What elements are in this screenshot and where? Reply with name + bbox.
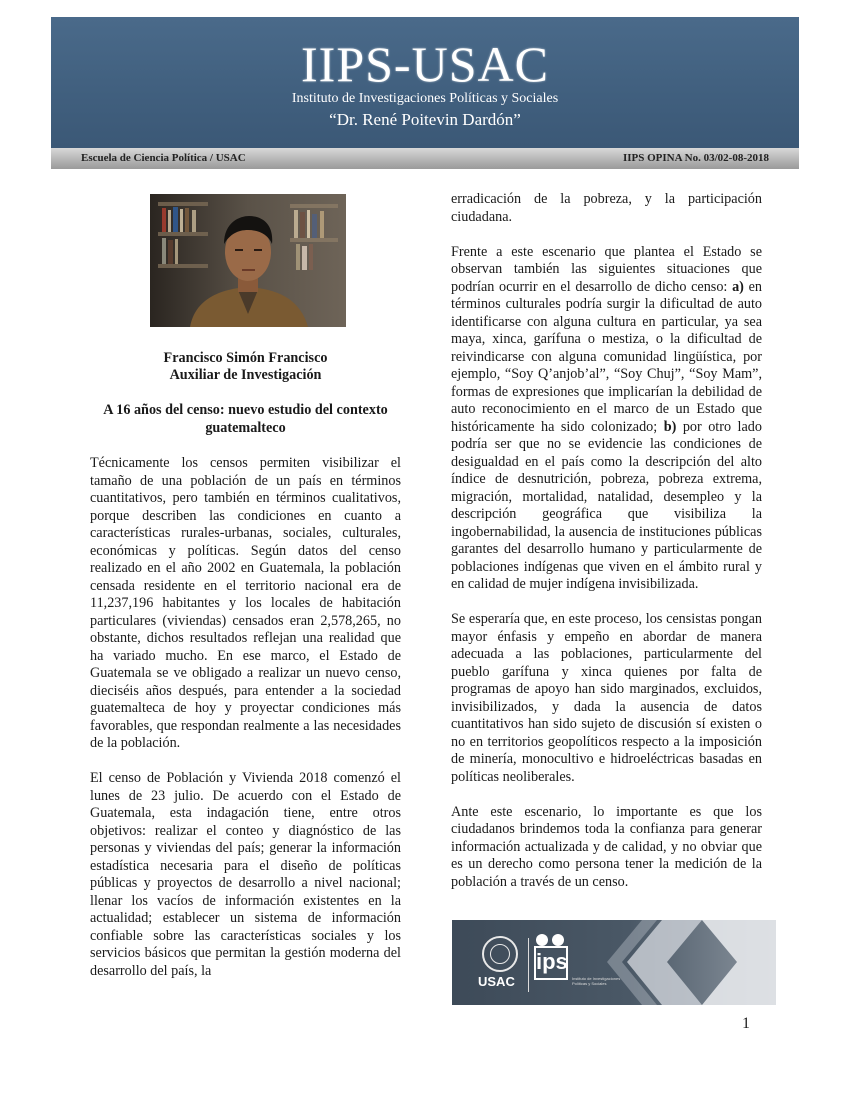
ips-caption: Instituto de Investigaciones Políticas y Sociales (572, 976, 621, 986)
right-column (451, 191, 762, 909)
author-role: Auxiliar de Investigación (169, 367, 322, 383)
header-strip (51, 148, 799, 169)
list-marker-b: b) (663, 418, 677, 435)
body-paragraph: Se esperaría que, en este proceso, los censistas pongan mayor énfasis y empeño en abordar de manera adecuada a las poblaciones, particularmente del pueblo garífuna y xinca quienes por falta de programas de apoyo han sido marginados, excluidos, invisibilizados, y dada la ausencia de datos cuantitativos han sido sujeto de discusión sí existen o no en territorios geopolíticos respecto a la imposición de minería, monocultivo e hidroeléctricas basadas en políticas neoliberales. (451, 611, 762, 785)
institute-title: IIPS-USAC (301, 36, 549, 92)
paragraph-text: en términos culturales podría surgir la dificultad de auto identificarse con alguna cultura en particular, ya sea maya, xinca, garífuna o mestiza, o la dificultad de reivindicarse con alguna comunidad lingüística, por ejemplo, “Soy Q’anjob’al”, “Soy Chuj”, “Soy Mam”, formas de expresiones que implicarían la debilidad de auto reconocimiento en el marco de un Estado que históricamente ha sido colonizado; (451, 278, 762, 435)
body-paragraph: erradicación de la pobreza, y la participación ciudadana. (451, 191, 762, 225)
author-photo (150, 194, 346, 327)
ips-logo-icon (536, 934, 568, 984)
institute-tagline: “Dr. René Poitevin Dardón” (329, 110, 521, 129)
paragraph-text: por otro lado podría ser que no se evidencie las condiciones de desigualdad en el país como la descripción del alto índice de desnutrición, pobreza, pobreza extrema, migración, mortalidad, natalidad, desempleo y la descripción geográfica que visibiliza la ingobernabilidad, la ausencia de instituciones públicas garantes del desarrollo humano y particularmente de poblaciones indígenas que viven en el ámbito rural y en calidad de mujer indígena invisibilizada. (451, 418, 762, 592)
body-paragraph (451, 244, 762, 594)
author-name: Francisco Simón Francisco (163, 350, 328, 366)
left-column (90, 455, 401, 998)
body-paragraph: El censo de Población y Vivienda 2018 comenzó el lunes de 23 julio. De acuerdo con el Estado de Guatemala, esta indagación tiene, entre otros objetivos: realizar el conteo y diagnóstico de las personas y viviendas del país; generar la información estadística necesaria para el diseño de políticas públicas y proyectos de desarrollo a nivel nacional; llenar los vacíos de información existentes en la actualidad; establecer un sistema de información confiable sobre las características sociales y los servicios básicos que permitan la gestión moderna del desarrollo del país, la (90, 770, 401, 979)
institute-subtitle: Instituto de Investigaciones Políticas y Sociales (291, 91, 559, 106)
ips-logo-text: ips (534, 946, 568, 980)
issue-label: IIPS OPINA No. 03/02-08-2018 (622, 152, 769, 164)
body-paragraph: Técnicamente los censos permiten visibilizar el tamaño de una población de un país en términos cuantitativos, pero también en términos cualitativos, porque describen las condiciones en cuanto a características rurales-urbanas, sociales, culturales, económicas y políticas. Según datos del censo realizado en el año 2002 en Guatemala, la población censada residente en el territorio nacional era de 11,237,196 habitantes y los locales de habitación particulares (viviendas) censados eran 2,578,265, no obstante, dichos resultados reflejan una realidad que ha variado mucho. En ese marco, el Estado de Guatemala se ve obligado a realizar un nuevo censo, dieciséis años después, para entender a la sociedad guatemalteca de hoy y proyectar condiciones más favorables, que respondan realmente a las necesidades de la población. (90, 455, 401, 751)
school-label: Escuela de Ciencia Política / USAC (81, 152, 246, 164)
header-banner (51, 17, 799, 148)
logo-divider (528, 938, 529, 992)
list-marker-a: a) (732, 278, 744, 295)
body-paragraph: Ante este escenario, lo importante es que los ciudadanos brindemos toda la confianza para generar información actualizada y de calidad, y no obviar que es un derecho como persona tener la medición de la población a través de un censo. (451, 803, 762, 890)
paragraph-text: Frente a este escenario que plantea el Estado se observan también las siguientes situaciones que podrían ocurrir en el desarrollo de dicho censo: (451, 243, 762, 295)
usac-logo-text: USAC (478, 974, 515, 989)
article-title: A 16 años del censo: nuevo estudio del contexto guatemalteco (103, 402, 388, 436)
logo-panel (452, 920, 776, 1005)
page-number: 1 (742, 1015, 750, 1032)
usac-seal-icon (482, 936, 518, 972)
